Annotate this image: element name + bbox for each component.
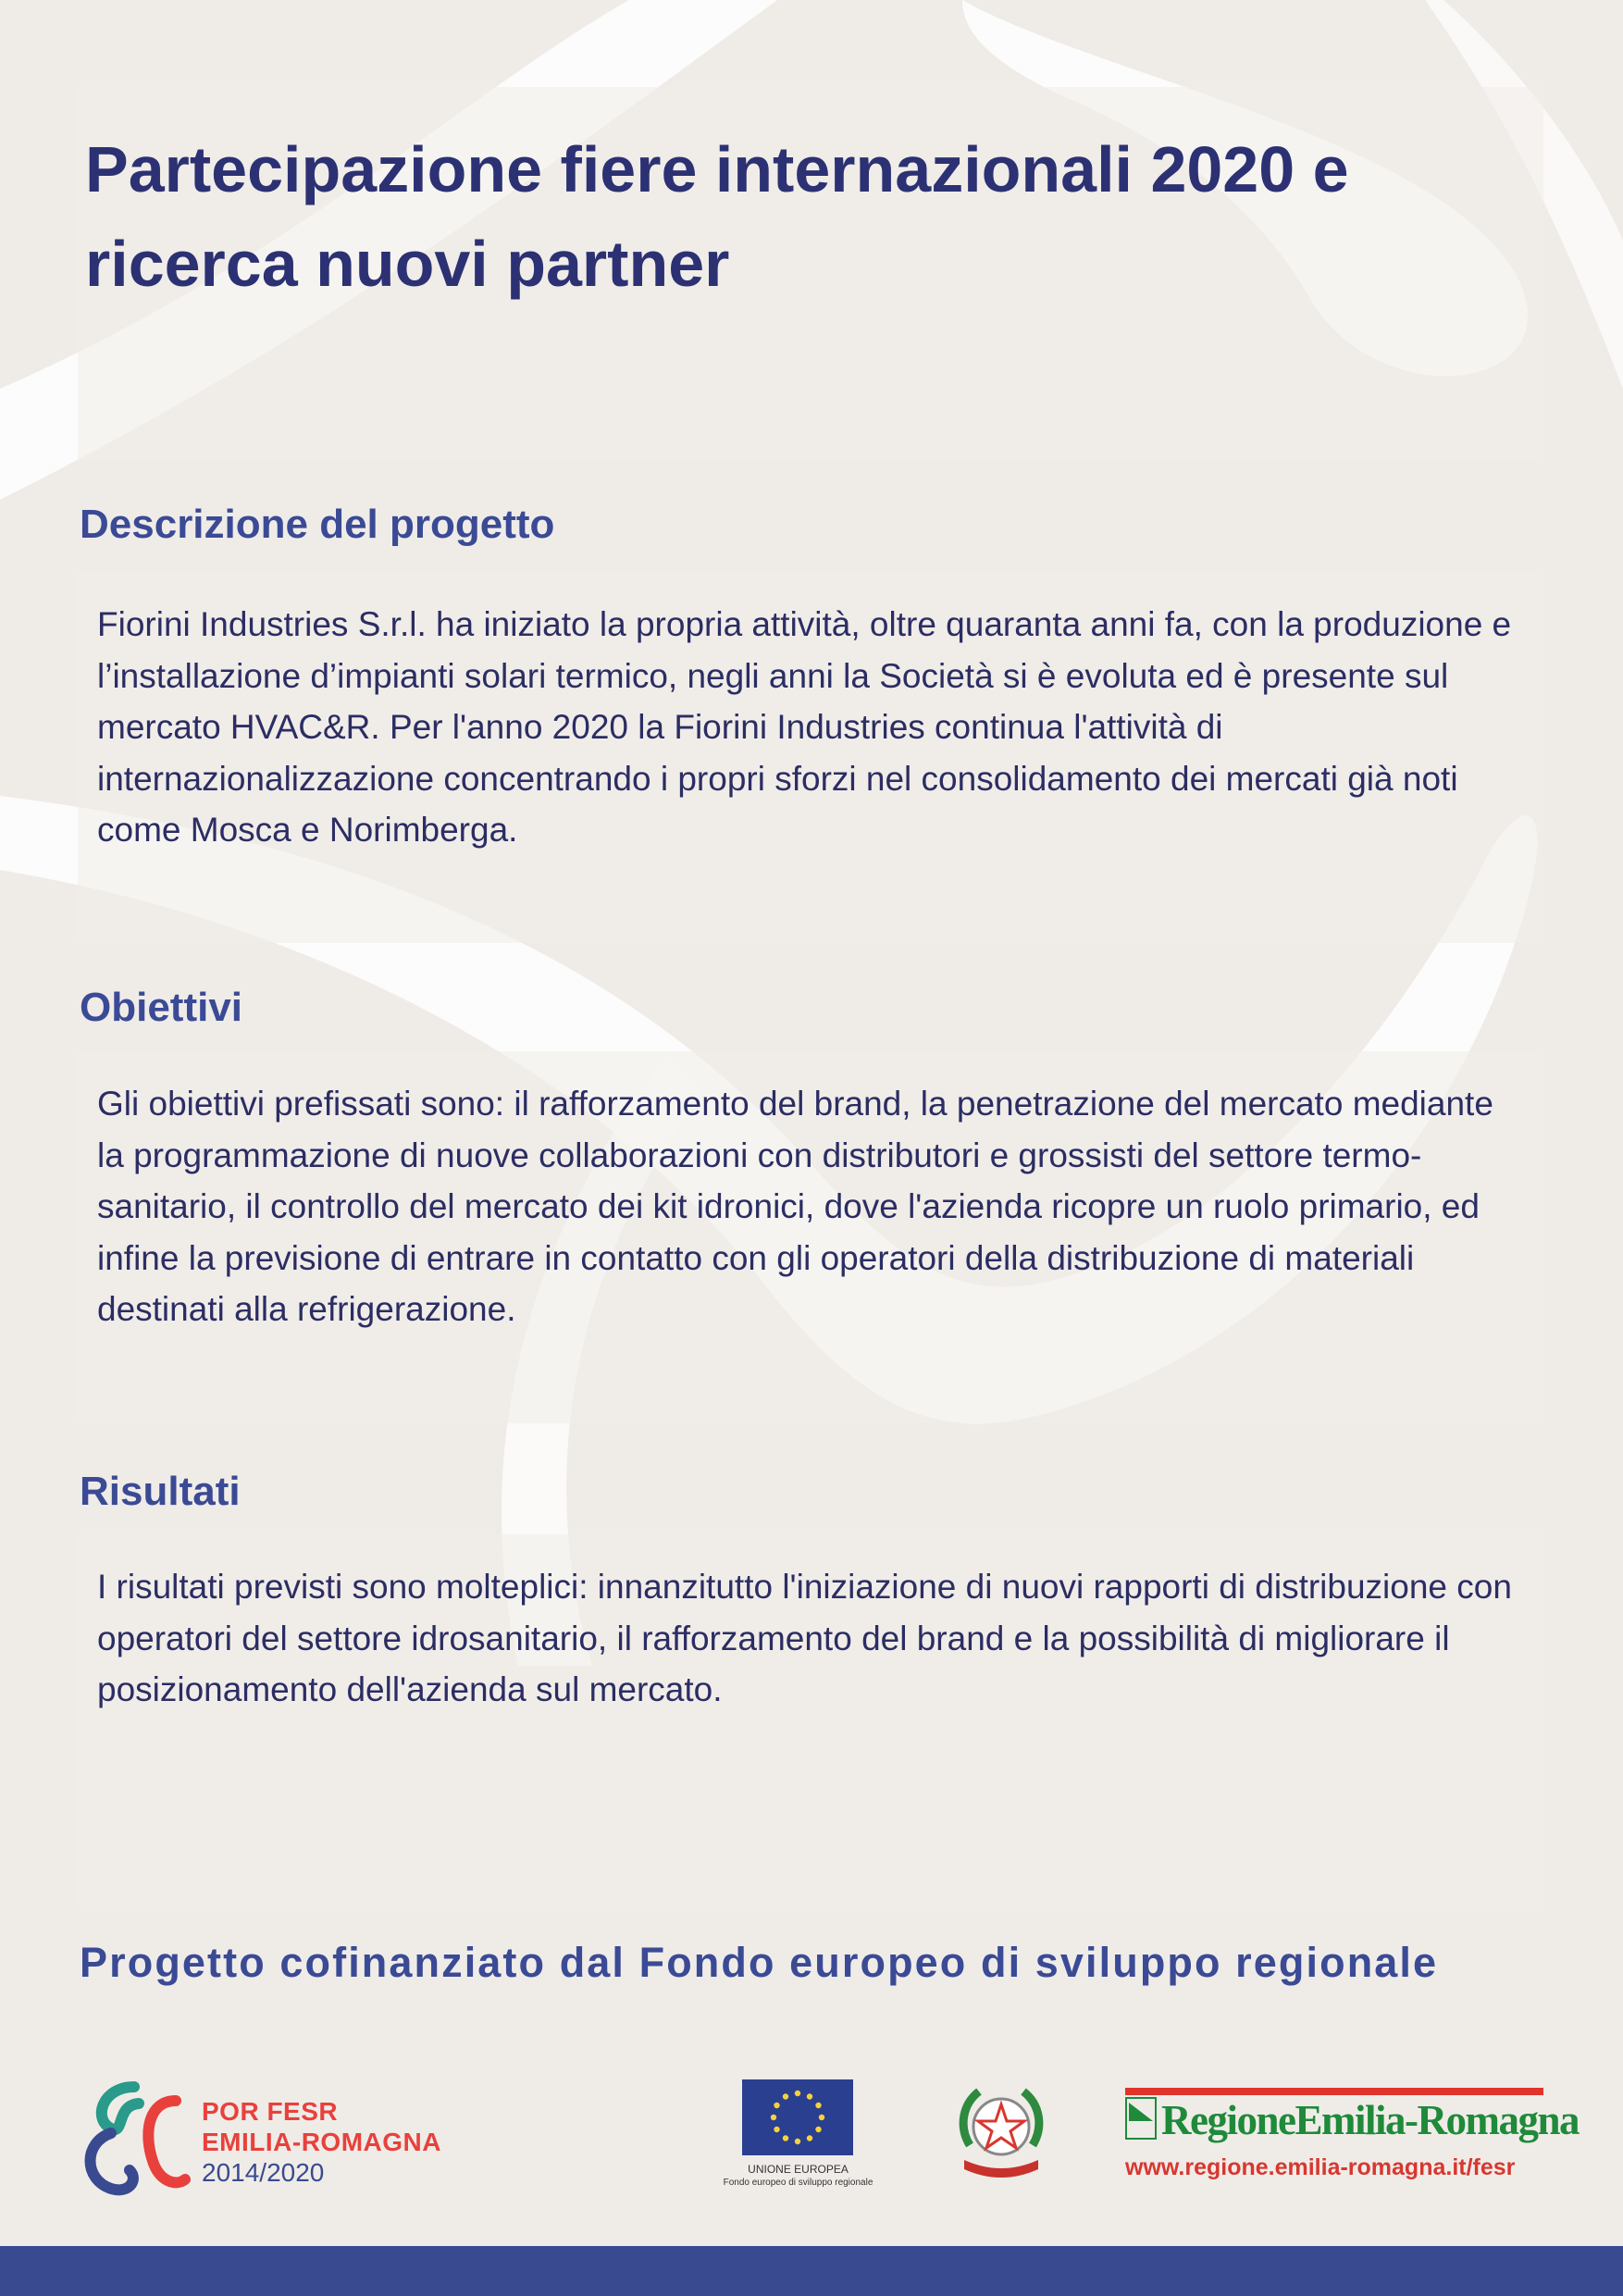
eu-star — [807, 2093, 812, 2099]
section-heading-results: Risultati — [80, 1469, 241, 1514]
page-title: Partecipazione fiere internazionali 2020 e ricerca nuovi partner — [85, 133, 1349, 300]
eu-star — [783, 2135, 788, 2141]
italian-republic-emblem-icon — [953, 2080, 1049, 2184]
regione-url: www.regione.emilia-romagna.it/fesr — [1125, 2154, 1516, 2180]
por-fesr-logo-text — [202, 2096, 441, 2188]
section-body-results: I risultati previsti sono molteplici: innanzitutto l'iniziazione di nuovi rapporti di distribuzione con operatori del settore idrosanitario, il rafforzamento del brand e la possibilità di migliorare il posizionamento dell'azienda sul mercato. — [97, 1568, 1512, 1708]
eu-star — [783, 2093, 788, 2099]
eu-star — [819, 2115, 824, 2120]
eu-caption — [685, 2163, 911, 2189]
section-heading-objectives: Obiettivi — [80, 985, 243, 1030]
section-heading-description: Descrizione del progetto — [80, 502, 555, 547]
eu-star — [774, 2103, 779, 2108]
eu-flag-icon — [742, 2079, 853, 2155]
por-fesr-logo-icon — [74, 2078, 194, 2203]
footer-bar — [0, 2246, 1623, 2296]
por-fesr-line1: POR FESR — [202, 2097, 339, 2126]
cofinancing-statement: Progetto cofinanziato dal Fondo europeo di sviluppo regionale — [80, 1939, 1439, 1986]
eu-caption-line2: Fondo europeo di sviluppo regionale — [723, 2178, 873, 2188]
eu-star — [795, 2139, 800, 2144]
eu-star — [807, 2135, 812, 2141]
section-body-objectives: Gli obiettivi prefissati sono: il rafforzamento del brand, la penetrazione del mercato mediante la programmazione di nuove collaborazioni con distributori e grossisti del settore termo-sanitario, il controllo del mercato dei kit idronici, dove l'azienda ricopre un ruolo primario, ed infine la previsione di entrare in contatto con gli operatori della distribuzione di materiali destinati alla refrigerazione. — [97, 1085, 1493, 1328]
eu-star — [774, 2127, 779, 2132]
eu-star — [815, 2127, 821, 2132]
regione-name: RegioneEmilia-Romagna — [1161, 2097, 1579, 2143]
eu-star — [795, 2091, 800, 2096]
eu-caption-line1: UNIONE EUROPEA — [748, 2163, 849, 2176]
por-fesr-line3: 2014/2020 — [202, 2158, 325, 2187]
eu-star — [771, 2115, 776, 2120]
eu-star — [815, 2103, 821, 2108]
por-fesr-line2: EMILIA-ROMAGNA — [202, 2128, 441, 2156]
section-body-description: Fiorini Industries S.r.l. ha iniziato la propria attività, oltre quaranta anni fa, con la produzione e l’installazione d’impianti solari termico, negli anni la Società si è evoluta ed è presente sul mercato HVAC&R. Per l'anno 2020 la Fiorini Industries continua l'attività di internazionalizzazione concentrando i propri sforzi nel consolidamento dei mercati già noti come Mosca e Norimberga. — [97, 605, 1512, 849]
